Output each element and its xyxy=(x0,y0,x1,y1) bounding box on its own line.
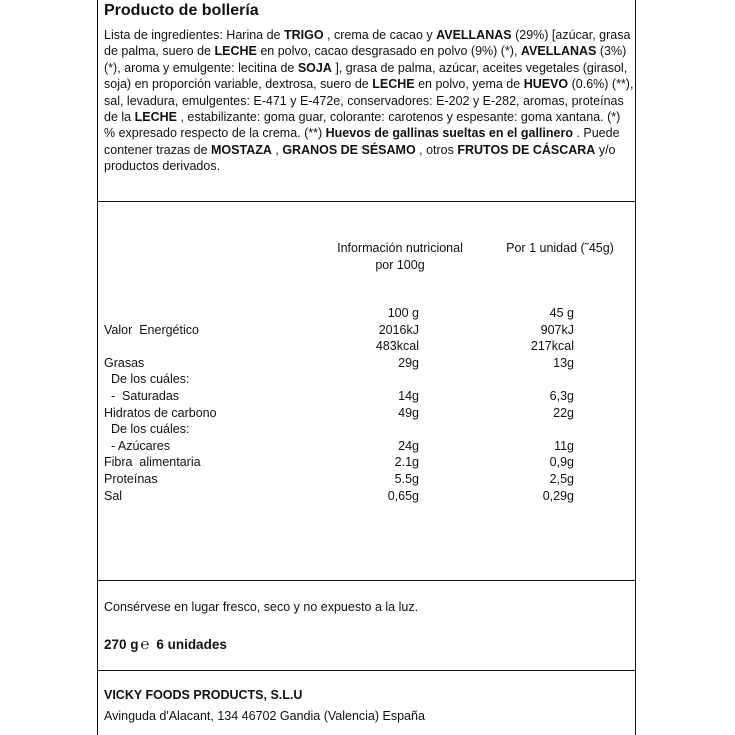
allergen-text: SOJA xyxy=(297,60,332,75)
ingredient-text: , estabilizante: goma guar, colorante: carotenos y espesante: goma xantana. (*) % expresado respecto de la crema. (**) xyxy=(104,110,621,141)
value-per-100g: 483kcal xyxy=(375,339,419,354)
nutrition-row xyxy=(104,439,574,456)
nutrition-row xyxy=(104,472,574,489)
ingredient-text: , xyxy=(271,142,283,157)
value-per-unit: 22g xyxy=(553,405,574,420)
value-per-unit: 11g xyxy=(554,438,574,453)
value-per-100g: 100 g xyxy=(387,306,419,320)
nutrient-label: Fibra alimentaria xyxy=(104,455,201,470)
ingredient-text: (0.6%) (**), sal, levadura, emulgentes: E-471 y E-472e, conservadores: E-202 y E-282, aromas, proteínas de la xyxy=(104,77,634,125)
nutrient-label: - Saturadas xyxy=(104,389,180,403)
nutrition-row xyxy=(104,406,574,423)
value-per-100g: 2016kJ xyxy=(378,322,419,337)
ingredient-text: ], grasa de palma, azúcar, aceites vegetales (girasol, soja) en proporción variable, dextrosa, suero de xyxy=(104,60,628,92)
value-per-100g: 49g xyxy=(398,405,419,420)
ingredient-text: en polvo, yema de xyxy=(414,77,524,92)
allergen-text: TRIGO xyxy=(283,28,324,42)
unit-count: 6 unidades xyxy=(156,637,227,652)
value-per-100g: 24g xyxy=(398,438,419,453)
nutrient-label: De los cuáles: xyxy=(104,372,190,387)
allergen-text: Huevos de gallinas sueltas en el gallinero xyxy=(325,126,573,141)
ingredients-list xyxy=(104,27,634,175)
product-title: Producto de bollería xyxy=(104,2,259,19)
value-per-unit: 217kcal xyxy=(530,339,574,354)
nutrition-row xyxy=(104,455,574,472)
allergen-text: MOSTAZA xyxy=(211,142,272,157)
nutrient-label: Hidratos de carbono xyxy=(104,405,217,420)
divider-bottom xyxy=(97,670,636,671)
divider-middle xyxy=(97,580,636,581)
net-weight xyxy=(104,636,227,653)
ingredient-text: . Puede contener trazas de xyxy=(104,126,620,157)
allergen-text: LECHE xyxy=(372,77,415,92)
nutrient-label: - Azúcares xyxy=(104,438,170,453)
nutrient-label: Proteínas xyxy=(104,472,158,486)
allergen-text: AVELLANAS xyxy=(520,44,597,59)
value-per-100g: 2.1g xyxy=(394,455,419,470)
company-address: Avinguda d'Alacant, 134 46702 Gandia (Valencia) España xyxy=(104,709,425,723)
nutrition-row xyxy=(104,389,574,406)
nutrition-header-unit: Por 1 unidad (˜45g) xyxy=(506,241,614,255)
ingredient-text: , otros xyxy=(415,142,458,157)
value-per-unit: 2,5g xyxy=(549,472,574,486)
nutrient-label: Sal xyxy=(104,488,123,503)
weight-value: 270 g xyxy=(104,637,139,652)
nutrition-header-100g xyxy=(320,240,480,274)
ingredient-text: (29%) [azúcar, grasa de palma, suero de xyxy=(104,28,631,59)
storage-instructions: Consérvese en lugar fresco, seco y no expuesto a la luz. xyxy=(104,600,419,614)
ingredient-text: (3%) (*), aroma y emulgente: lecitina de xyxy=(104,44,627,75)
allergen-text: GRANOS DE SÉSAMO xyxy=(282,142,416,157)
allergen-text: FRUTOS DE CÁSCARA xyxy=(457,142,596,157)
nutrition-header-100g-line1: Información nutricional xyxy=(337,241,463,255)
company-name: VICKY FOODS PRODUCTS, S.L.U xyxy=(104,688,303,702)
value-per-unit: 0,9g xyxy=(549,455,574,470)
value-per-100g: 29g xyxy=(398,355,419,370)
nutrition-row xyxy=(104,372,574,389)
allergen-text: HUEVO xyxy=(523,77,569,92)
value-per-unit: 907kJ xyxy=(540,322,574,337)
value-per-100g: 0,65g xyxy=(387,488,419,503)
nutrient-label: De los cuáles: xyxy=(104,422,190,437)
value-per-unit: 0,29g xyxy=(542,488,574,503)
nutrition-row xyxy=(104,489,574,506)
nutrition-row xyxy=(104,323,574,340)
value-per-unit: 6,3g xyxy=(549,389,574,403)
allergen-text: LECHE xyxy=(134,110,177,125)
ingredient-text: Lista de ingredientes: Harina de xyxy=(104,28,284,42)
value-per-100g: 5.5g xyxy=(394,472,419,486)
allergen-text: LECHE xyxy=(214,44,257,59)
value-per-100g: 14g xyxy=(398,389,419,403)
nutrient-label: Grasas xyxy=(104,355,145,370)
ingredient-text: , crema de cacao y xyxy=(323,28,437,42)
nutrition-row xyxy=(104,356,574,373)
ingredient-text: y/o productos derivados. xyxy=(104,142,616,174)
ingredient-text: en polvo, cacao desgrasado en polvo (9%) (*), xyxy=(256,44,521,59)
divider-top xyxy=(97,201,636,202)
value-per-unit: 13g xyxy=(553,355,574,370)
value-per-unit: 45 g xyxy=(549,306,574,320)
nutrition-row xyxy=(104,422,574,439)
nutrition-row xyxy=(104,339,574,356)
estimated-sign: ℮ xyxy=(140,636,150,653)
nutrition-row xyxy=(104,306,574,323)
nutrition-header-100g-line2: por 100g xyxy=(375,258,425,272)
nutrient-label: Valor Energético xyxy=(104,322,199,337)
allergen-text: AVELLANAS xyxy=(436,28,512,42)
